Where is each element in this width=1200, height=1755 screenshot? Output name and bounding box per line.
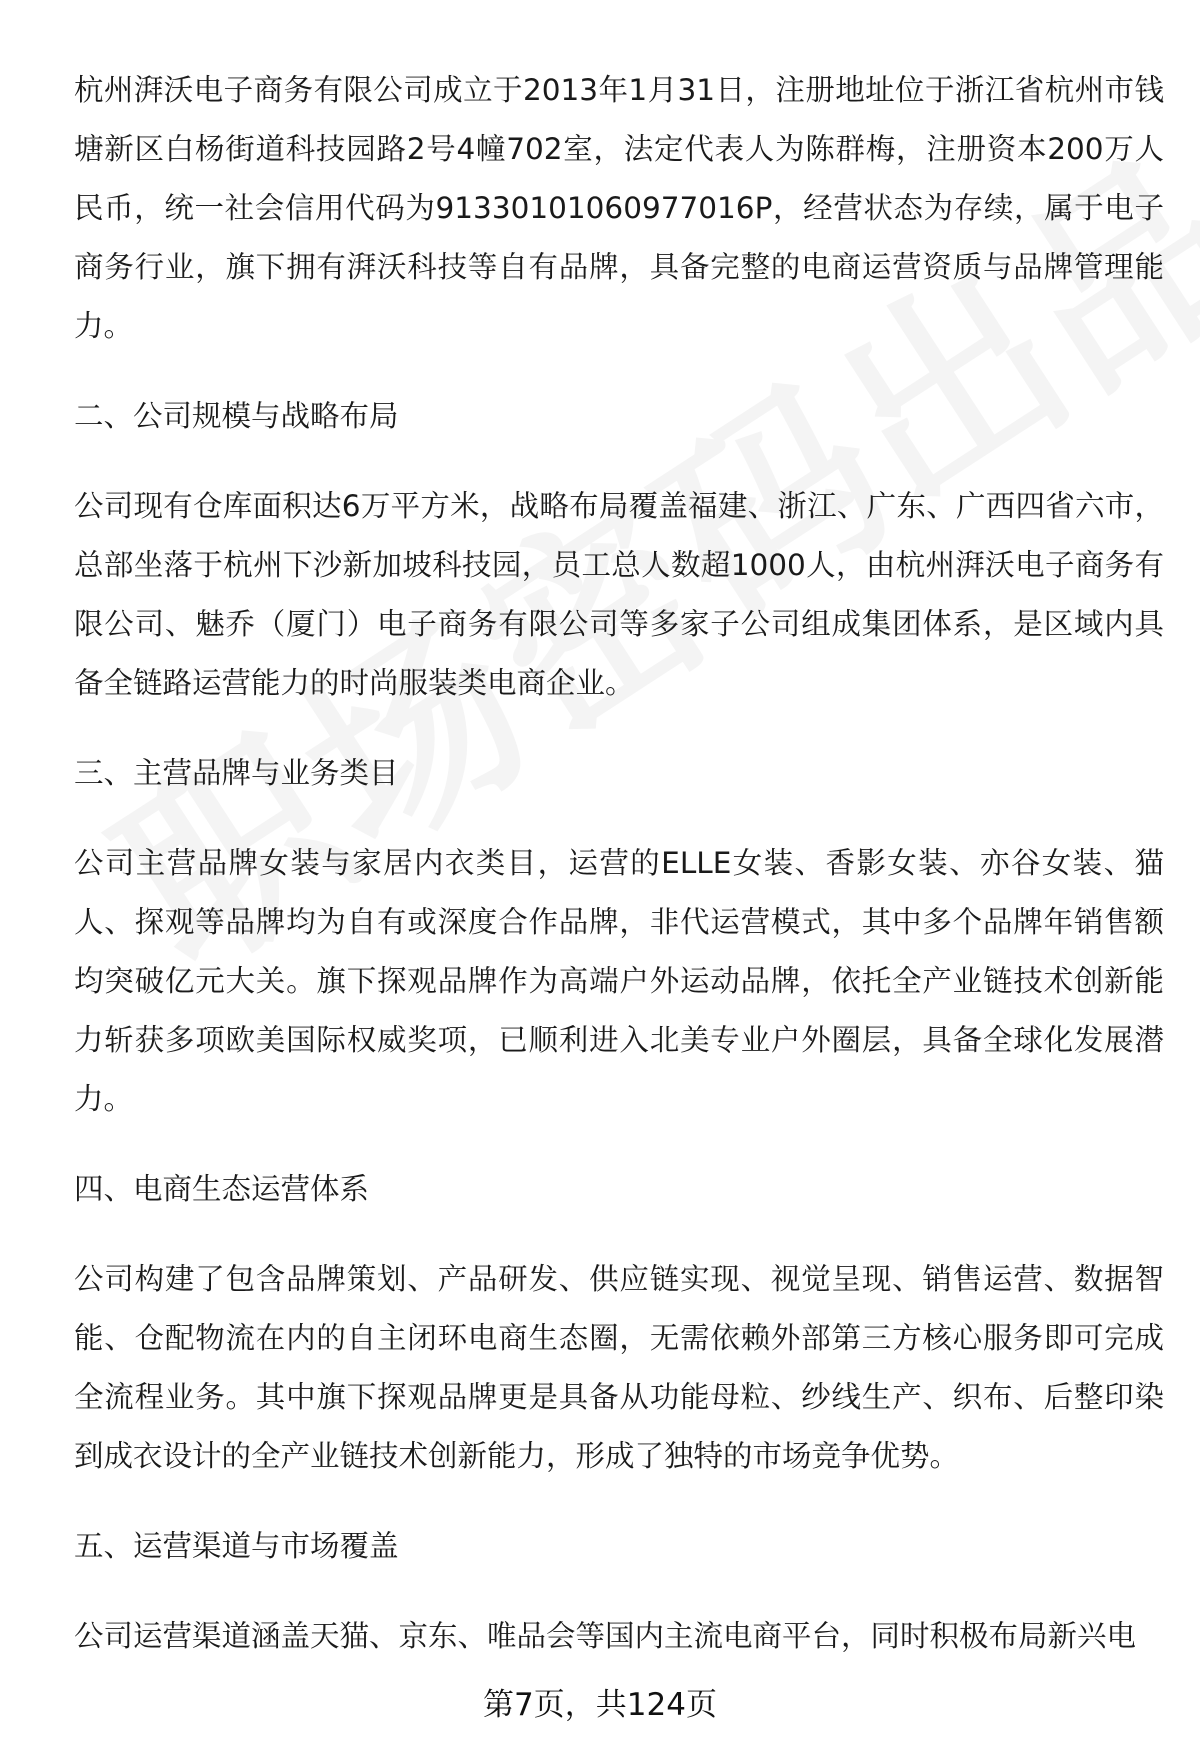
paragraph-company-overview: 杭州湃沃电子商务有限公司成立于2013年1月31日，注册地址位于浙江省杭州市钱塘新区白杨街道科技园路2号4幢702室，法定代表人为陈群梅，注册资本200万人民币，统一社会信用代码为91330101060977016P，经营状态为存续，属于电子商务行业，旗下拥有湃沃科技等自有品牌，具备完整的电商运营资质与品牌管理能力。 — [74, 73, 1164, 343]
document-body — [74, 61, 1164, 1697]
paragraph-brands: 公司主营品牌女装与家居内衣类目，运营的ELLE女装、香影女装、亦谷女装、猫人、探观等品牌均为自有或深度合作品牌，非代运营模式，其中多个品牌年销售额均突破亿元大关。旗下探观品牌作为高端户外运动品牌，依托全产业链技术创新能力斩获多项欧美国际权威奖项，已顺利进入北美专业户外圈层，具备全球化发展潜力。 — [74, 846, 1164, 1116]
paragraph-scale: 公司现有仓库面积达6万平方米，战略布局覆盖福建、浙江、广东、广西四省六市，总部坐落于杭州下沙新加坡科技园，员工总人数超1000人，由杭州湃沃电子商务有限公司、魅乔（厦门）电子商务有限公司等多家子公司组成集团体系，是区域内具备全链路运营能力的时尚服装类电商企业。 — [74, 489, 1164, 700]
section-heading-channels: 五、运营渠道与市场覆盖 — [74, 1529, 399, 1563]
section-heading-brands: 三、主营品牌与业务类目 — [74, 756, 399, 790]
section-heading-ecosystem: 四、电商生态运营体系 — [74, 1172, 370, 1206]
section-heading-scale: 二、公司规模与战略布局 — [74, 399, 399, 433]
paragraph-channels: 公司运营渠道涵盖天猫、京东、唯品会等国内主流电商平台，同时积极布局新兴电 — [74, 1619, 1137, 1653]
page-number: 第7页，共124页 — [483, 1687, 717, 1723]
paragraph-ecosystem: 公司构建了包含品牌策划、产品研发、供应链实现、视觉呈现、销售运营、数据智能、仓配物流在内的自主闭环电商生态圈，无需依赖外部第三方核心服务即可完成全流程业务。其中旗下探观品牌更是具备从功能母粒、纱线生产、织布、后整印染到成衣设计的全产业链技术创新能力，形成了独特的市场竞争优势。 — [74, 1262, 1164, 1473]
